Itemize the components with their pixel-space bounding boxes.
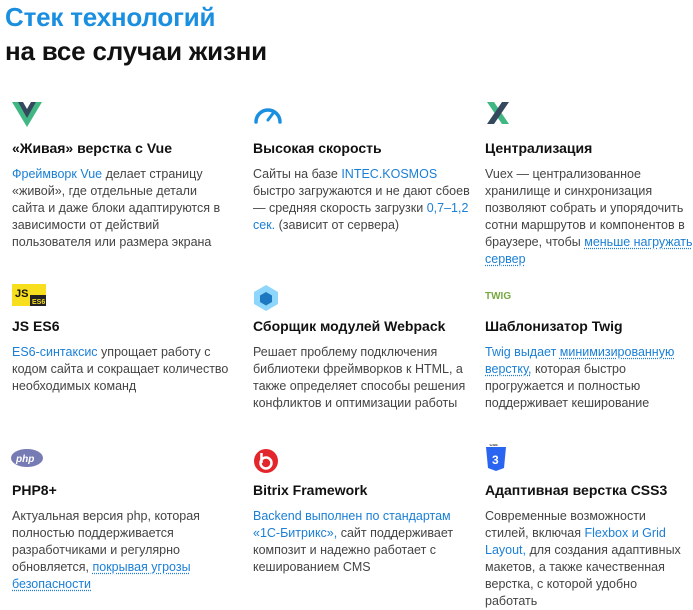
svg-text:JS: JS bbox=[15, 288, 29, 300]
svg-text:3: 3 bbox=[492, 453, 499, 467]
card-title: Bitrix Framework bbox=[253, 482, 368, 498]
svg-text:php: php bbox=[16, 454, 35, 465]
desc-text: Актуальная версия php, которая полностью поддерживается разработчиками и регулярно обновляется, bbox=[12, 509, 200, 574]
desc-text: Vuex — централизованное хранилище и синхронизация позволяют собрать и упорядочить сотни маршрутов и компонентов в браузере, чтобы bbox=[485, 167, 685, 249]
card-title: Шаблонизатор Twig bbox=[485, 318, 623, 334]
svg-text:TWIG: TWIG bbox=[485, 291, 512, 302]
card-desc bbox=[253, 508, 473, 576]
desc-link[interactable]: меньше нагружать сервер bbox=[485, 235, 693, 266]
desc-link[interactable]: ES6-синтаксис bbox=[12, 345, 98, 359]
desc-text: (зависит от сервера) bbox=[278, 218, 400, 232]
card-title: Адаптивная верстка CSS3 bbox=[485, 482, 668, 498]
desc-text: быстро загружаются и не дают сбоев — средняя скорость загрузки bbox=[253, 184, 470, 215]
card-title: Высокая скорость bbox=[253, 140, 382, 156]
desc-text: сайт поддерживает композит и надежно работает с кешированием CMS bbox=[253, 526, 454, 574]
card-desc bbox=[12, 166, 232, 251]
card-desc bbox=[12, 344, 232, 395]
twig-icon bbox=[485, 284, 517, 316]
heading-line-2: на все случаи жизни bbox=[5, 36, 267, 66]
js-icon bbox=[12, 284, 44, 316]
card-desc bbox=[253, 166, 473, 234]
desc-text: делает страницу «живой», где отдельные детали сайта и даже блоки адаптируются в зависимости от действий пользователя или размера экрана bbox=[12, 167, 221, 249]
card-desc bbox=[485, 166, 693, 268]
desc-link[interactable]: Фреймворк Vue bbox=[12, 167, 103, 181]
desc-link[interactable]: INTEC.KOSMOS bbox=[341, 167, 438, 181]
desc-link[interactable]: 0,7–1,2 сек. bbox=[253, 201, 469, 232]
desc-text: Современные возможности стилей, включая bbox=[485, 509, 646, 540]
webpack-icon bbox=[253, 284, 285, 316]
card-desc bbox=[12, 508, 232, 593]
card-title: JS ES6 bbox=[12, 318, 60, 334]
desc-text: упрощает работу с кодом сайта и сокращает количество необходимых команд bbox=[12, 345, 229, 393]
desc-text: Сайты на базе bbox=[253, 167, 342, 181]
css3-icon bbox=[485, 444, 517, 476]
card-desc bbox=[253, 344, 473, 412]
desc-text: для создания адаптивных макетов, а также качественная верстка, с которой удобно работать bbox=[485, 543, 681, 608]
card-desc bbox=[485, 508, 690, 610]
php-icon bbox=[10, 448, 42, 480]
card-desc bbox=[485, 344, 693, 412]
desc-link[interactable]: Backend выполнен по стандартам «1С-Битрикс», bbox=[253, 509, 451, 540]
desc-text: которая быстро прогружается и полностью поддерживает кеширование bbox=[485, 362, 650, 410]
bitrix-icon bbox=[253, 448, 285, 480]
desc-link[interactable]: минимизированную верстку, bbox=[485, 345, 675, 376]
svg-text:ES6: ES6 bbox=[32, 299, 46, 306]
speedometer-icon bbox=[253, 100, 285, 132]
card-title: Сборщик модулей Webpack bbox=[253, 318, 446, 334]
vuex-icon bbox=[485, 100, 517, 132]
desc-link[interactable]: покрывая угрозы безопасности bbox=[12, 560, 191, 591]
card-title: «Живая» верстка с Vue bbox=[12, 140, 173, 156]
desc-link[interactable]: Flexbox и Grid Layout, bbox=[485, 526, 666, 557]
card-title: PHP8+ bbox=[12, 482, 57, 498]
desc-link[interactable]: Twig выдает bbox=[485, 345, 557, 359]
desc-text: Решает проблему подключения библиотеки фреймворков к HTML, а также определяет способы решения конфликтов и оптимизации работы bbox=[253, 345, 466, 410]
heading-line-1: Стек технологий bbox=[5, 2, 216, 32]
svg-text:CSS: CSS bbox=[489, 444, 498, 447]
vue-icon bbox=[12, 100, 44, 132]
card-title: Централизация bbox=[485, 140, 593, 156]
